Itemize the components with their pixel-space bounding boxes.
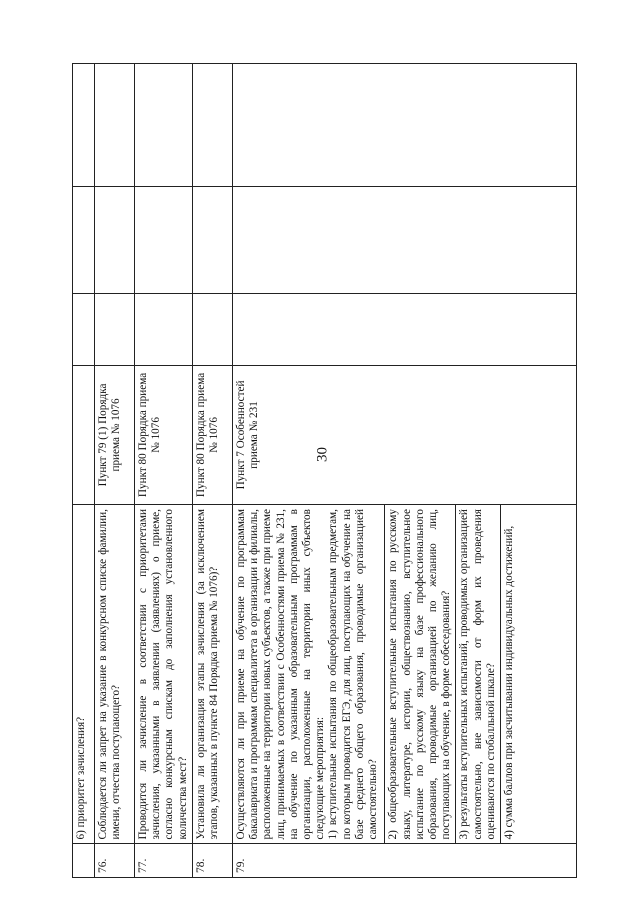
table-row xyxy=(95,64,135,878)
legal-reference: Пункт 79 (1) Порядка приема № 1076 xyxy=(95,365,135,504)
sub-question-4: 4) сумма баллов при засчитывании индивидуальных достижений, xyxy=(500,505,518,843)
answer-cell xyxy=(232,187,576,294)
answer-cell xyxy=(192,187,232,294)
legal-reference: Пункт 80 Порядка приема № 1076 xyxy=(135,365,193,504)
sub-question-2: 2) общеобразовательные вступительные испытания по русскому языку, литературе, истории, обществознанию, вступительное испытание по русскому языку на базе профессионального образования, проводимые организацией по желанию лиц, поступающих на обучение, в форме собеседования? xyxy=(384,505,455,843)
legal-reference: Пункт 80 Порядка приема № 1076 xyxy=(192,365,232,504)
answer-cell xyxy=(192,293,232,365)
notes-cell xyxy=(95,64,135,187)
row-number xyxy=(73,844,95,878)
notes-cell xyxy=(232,64,576,187)
answer-cell xyxy=(135,187,193,294)
legal-reference: Пункт 7 Особенностей приема № 231 xyxy=(232,365,576,504)
notes-cell xyxy=(73,64,95,187)
row-number: 79. xyxy=(232,844,576,878)
question-text: Установила ли организация этапы зачисления (за исключением этапов, указанных в пункте 84 Порядка приема № 1076)? xyxy=(192,505,232,844)
sub-question-1: 1) вступительные испытания по общеобразовательным предметам, по которым проводится ЕГЭ, для лиц, поступающих на обучение на базе среднего общего образования, проводимые организацией самостоятельно? xyxy=(327,509,380,840)
row-number: 78. xyxy=(192,844,232,878)
table-row xyxy=(232,64,576,878)
question-text: 6) приоритет зачисления? xyxy=(73,505,95,844)
answer-cell xyxy=(73,293,95,365)
checklist-table-rotated xyxy=(72,63,577,878)
table-row xyxy=(192,64,232,878)
answer-cell xyxy=(135,293,193,365)
sub-question-3: 3) результаты вступительных испытаний, проводимых организацией самостоятельно, вне зависимости от форм их проведения оцениваются по стобалльной шкале? xyxy=(455,505,500,843)
legal-reference xyxy=(73,365,95,504)
answer-cell xyxy=(95,293,135,365)
question-cell xyxy=(232,505,576,844)
page-number: 30 xyxy=(314,447,331,462)
notes-cell xyxy=(135,64,193,187)
row-number: 76. xyxy=(95,844,135,878)
answer-cell xyxy=(232,293,576,365)
row-number: 77. xyxy=(135,844,193,878)
question-text: Осуществляются ли при приеме на обучение по программам бакалавриата и программам специалитета в организации и филиалы, расположенные на территории новых субъектов, а также при приеме лиц, принимаемых в соответствии с Особенностями приема № 231, на обучение по указанным образовательным программам в организации, расположенные на территории иных субъектов следующие мероприятия: xyxy=(234,509,327,840)
table-row xyxy=(73,64,95,878)
table-row xyxy=(135,64,193,878)
question-text: Проводится ли зачисление в соответствии с приоритетами зачисления, указанными в заявлении (заявлениях) о приеме, согласно конкурсным спискам до заполнения установленного количества мест? xyxy=(135,505,193,844)
question-text: Соблюдается ли запрет на указание в конкурсном списке фамилии, имени, отчества поступающего? xyxy=(95,505,135,844)
answer-cell xyxy=(95,187,135,294)
answer-cell xyxy=(73,187,95,294)
checklist-table xyxy=(72,63,577,878)
notes-cell xyxy=(192,64,232,187)
